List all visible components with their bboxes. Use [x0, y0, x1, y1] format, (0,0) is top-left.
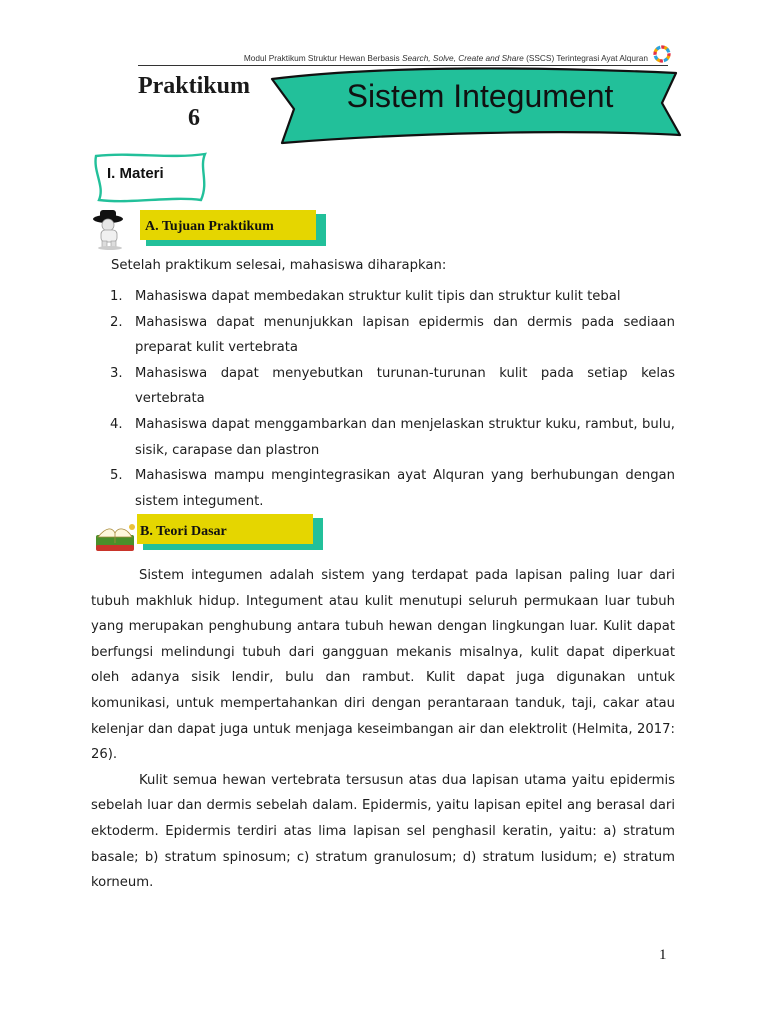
practicum-title: [133, 70, 255, 134]
section-a-heading: A. Tujuan Praktikum: [145, 219, 274, 234]
header-text-post: (SSCS) Terintegrasi Ayat Alquran: [523, 53, 648, 63]
list-number: 4.: [110, 416, 123, 432]
list-text: Mahasiswa dapat menyebutkan turunan-turunan kulit pada setiap kelas vertebrata: [135, 365, 675, 407]
list-item: [91, 361, 675, 412]
header-text-italic: Search, Solve, Create and Share: [402, 53, 524, 63]
list-number: 2.: [110, 314, 123, 330]
banner-title: Sistem Integument: [346, 78, 614, 114]
list-text: Mahasiswa dapat menunjukkan lapisan epidermis dan dermis pada sediaan preparat kulit vertebrata: [135, 314, 675, 356]
list-item: [91, 412, 675, 463]
ring-logo-icon: [651, 43, 673, 65]
list-number: 3.: [110, 365, 123, 381]
list-number: 1.: [110, 289, 123, 304]
open-book-icon: [92, 517, 138, 557]
list-item: [91, 463, 675, 514]
section-b-heading: B. Teori Dasar: [140, 524, 227, 539]
materi-heading: I. Materi: [107, 165, 164, 182]
practicum-label: Praktikum: [137, 73, 250, 99]
header-text-pre: Modul Praktikum Struktur Hewan Berbasis: [243, 53, 403, 63]
theory-paragraph: Kulit semua hewan vertebrata tersusun atas dua lapisan utama yaitu epidermis sebelah luar dan dermis sebelah dalam. Epidermis, yaitu lapisan epitel ang berasal dari ektoderm. Epidermis terdiri atas lima lapisan sel penghasil keratin, yaitu: a) stratum basale; b) stratum spinosum; c) stratum granulosum; d) stratum lusidum; e) stratum korneum.: [91, 772, 675, 891]
running-header: [160, 53, 648, 63]
theory-text: [91, 563, 675, 896]
list-item: [91, 284, 675, 310]
theory-paragraph: Sistem integumen adalah sistem yang terdapat pada lapisan paling luar dari tubuh makhluk hidup. Integument atau kulit menutupi seluruh permukaan luar tubuh yang merupakan penghubung antara tubuh hewan dengan lingkungan luar. Kulit dapat berfungsi melindungi tubuh dari gangguan mekanis misalnya, kulit dapat diperkuat oleh adanya sisik lendir, bulu dan rambut. Kulit dapat juga digunakan untuk komunikasi, untuk mempertahankan diri dengan perantaraan tanduk, taji, cakar atau kelenjar dan dapat juga untuk menjaga keseimbangan air dan elektrolit (Helmita, 2017: 26).: [91, 568, 675, 763]
aims-intro: Setelah praktikum selesai, mahasiswa diharapkan:: [111, 258, 447, 273]
page-number: 1: [659, 947, 667, 963]
list-text: Mahasiswa dapat menggambarkan dan menjelaskan struktur kuku, rambut, bulu, sisik, carapase dan plastron: [135, 416, 675, 458]
list-text: Mahasiswa dapat membedakan struktur kulit tipis dan struktur kulit tebal: [135, 289, 621, 304]
aims-list: [91, 284, 675, 514]
list-number: 5.: [110, 468, 123, 484]
practicum-number: 6: [188, 105, 200, 131]
list-item: [91, 310, 675, 361]
list-text: Mahasiswa mampu mengintegrasikan ayat Alquran yang berhubungan dengan sistem integument.: [135, 468, 675, 509]
detective-figure-icon: [86, 206, 136, 250]
